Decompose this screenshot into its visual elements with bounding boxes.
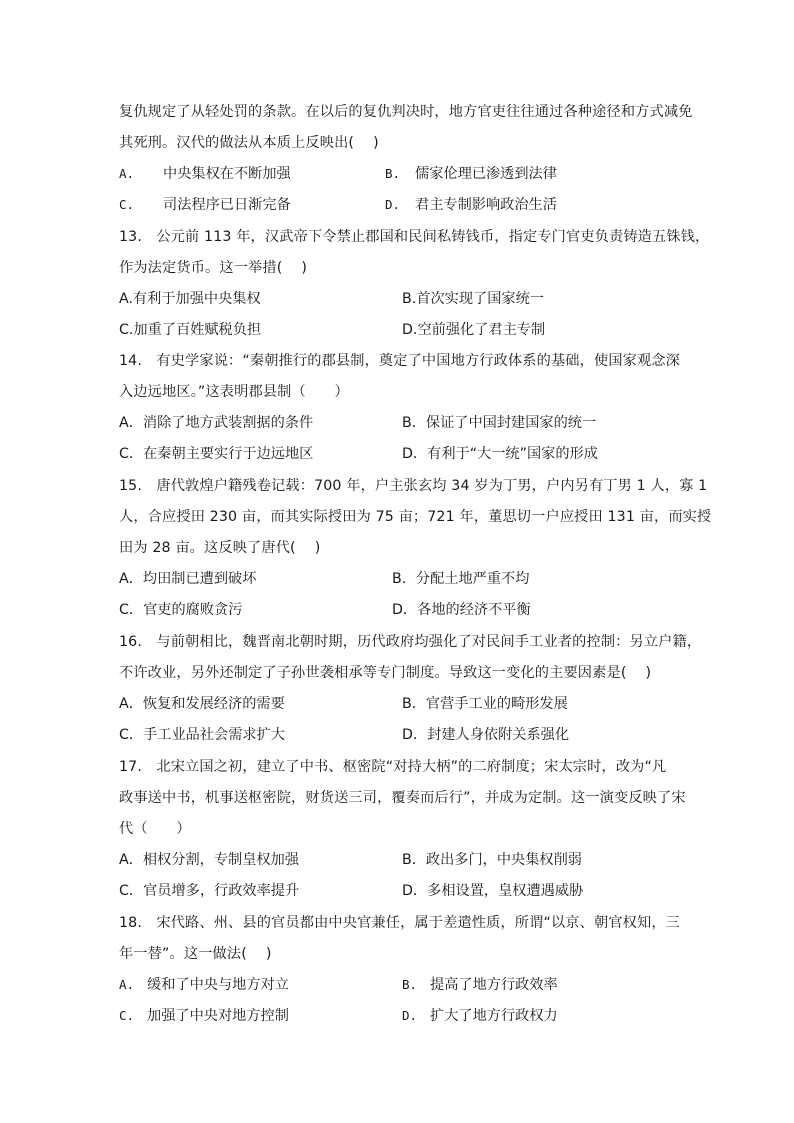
option-text: 加强了中央对地方控制 [147, 1008, 289, 1024]
option-label: A. [119, 291, 133, 307]
question-17-line-2: 政事送中书，机事送枢密院，财货送三司，覆奏而后行”，并成为定制。这一演变反映了宋 [119, 790, 686, 806]
option-label: D． [402, 446, 428, 462]
option-text: 消除了地方武装割据的条件 [142, 415, 314, 431]
option-label: D． [402, 883, 428, 899]
option-label: C． [119, 602, 144, 618]
option-text: 官员增多，行政效率提升 [143, 883, 300, 899]
question-14-line-2: 入边远地区。”这表明郡县制（ ） [119, 384, 349, 400]
option-text: 首次实现了国家统一 [416, 291, 544, 307]
option-text: 官营手工业的畸形发展 [425, 696, 568, 712]
question-17-option-c[interactable] [119, 881, 299, 901]
question-14-option-d[interactable] [402, 444, 598, 464]
question-13-option-a[interactable] [119, 289, 261, 309]
option-text: 中央集权在不断加强 [163, 166, 291, 182]
intro-option-d[interactable] [385, 195, 557, 215]
question-14-option-c[interactable] [119, 444, 313, 464]
option-text: 君主专制影响政治生活 [415, 197, 557, 213]
option-text: 在秦朝主要实行于边远地区 [143, 446, 314, 462]
option-label: D． [392, 602, 418, 618]
question-17-line-3: 代（ ） [119, 821, 191, 837]
option-text: 空前强化了君主专制 [417, 322, 546, 338]
question-13-option-d[interactable] [402, 320, 545, 340]
option-text: 有利于“大一统”国家的形成 [427, 446, 598, 462]
question-15-line-3: 田为 28 亩。这反映了唐代( ) [119, 540, 321, 556]
question-16-option-b[interactable] [402, 694, 568, 714]
option-label: A． [119, 571, 143, 587]
intro-option-a[interactable] [119, 164, 291, 184]
option-label: C. [119, 1008, 135, 1023]
option-label: B． [402, 696, 426, 712]
option-label: D. [385, 197, 401, 212]
question-17-line-1: 17. 北宋立国之初，建立了中书、枢密院“对持大柄”的二府制度；宋太宗时，改为“凡 [119, 759, 667, 775]
option-label: A． [119, 852, 143, 868]
option-label: D. [402, 322, 418, 338]
question-16-option-a[interactable] [119, 694, 285, 714]
question-16-line-1: 16. 与前朝相比，魏晋南北朝时期，历代政府均强化了对民间手工业者的控制：另立户籍， [119, 634, 702, 650]
question-18-line-1: 18. 宋代路、州、县的官员都由中央官兼任，属于差遣性质，所谓“以京、朝官权知，三 [119, 915, 681, 931]
intro-line-2: 其死刑。汉代的做法从本质上反映出( ) [119, 135, 379, 151]
option-label: B. [385, 166, 401, 181]
option-text: 有利于加强中央集权 [132, 291, 261, 307]
option-label: B. [402, 291, 417, 307]
intro-option-b[interactable] [385, 164, 557, 184]
option-label: C． [119, 727, 144, 743]
question-16-option-d[interactable] [402, 725, 569, 745]
option-label: D. [402, 1008, 418, 1023]
option-text: 分配土地严重不均 [415, 571, 530, 587]
intro-line-1: 复仇规定了从轻处罚的条款。在以后的复仇判决时，地方官吏往往通过各种途径和方式减免 [119, 104, 693, 120]
option-label: C． [119, 446, 144, 462]
option-text: 各地的经济不平衡 [417, 602, 531, 618]
question-15-option-c[interactable] [119, 600, 242, 620]
question-18-option-d[interactable] [402, 1006, 558, 1026]
option-label: B. [402, 977, 418, 992]
option-text: 恢复和发展经济的需要 [142, 696, 285, 712]
question-15-option-b[interactable] [392, 569, 529, 589]
question-13-line-2: 作为法定货币。这一举措( ) [119, 260, 308, 276]
question-17-option-b[interactable] [402, 850, 582, 870]
question-17-option-d[interactable] [402, 881, 583, 901]
option-text: 手工业品社会需求扩大 [143, 727, 285, 743]
option-text: 司法程序已日渐完备 [163, 197, 291, 213]
option-text: 相权分割，专制皇权加强 [142, 852, 299, 868]
question-13-option-b[interactable] [402, 289, 544, 309]
question-16-line-2: 不许改业，另外还制定了子孙世袭相承等专门制度。导致这一变化的主要因素是( ) [119, 665, 652, 681]
question-18-option-a[interactable] [119, 975, 289, 995]
option-text: 均田制已遭到破坏 [142, 571, 257, 587]
option-text: 政出多门，中央集权削弱 [425, 852, 582, 868]
question-15-option-d[interactable] [392, 600, 531, 620]
option-label: B． [392, 571, 416, 587]
option-label: C. [119, 197, 135, 212]
option-label: D． [402, 727, 428, 743]
option-label: C． [119, 883, 144, 899]
option-label: C. [119, 322, 134, 338]
question-13-option-c[interactable] [119, 320, 261, 340]
option-label: B． [402, 415, 426, 431]
question-15-line-2: 人，合应授田 230 亩，而其实际授田为 75 亩；721 年，董思切一户应授田 131 亩，而实授 [119, 509, 712, 525]
intro-option-c[interactable] [119, 195, 291, 215]
question-13-line-1: 13. 公元前 113 年，汉武帝下令禁止郡国和民间私铸钱币，指定专门官吏负责铸造五铢钱， [119, 229, 710, 245]
question-18-option-c[interactable] [119, 1006, 289, 1026]
option-text: 多相设置，皇权遭遇威胁 [427, 883, 584, 899]
option-label: A． [119, 415, 143, 431]
option-label: B． [402, 852, 426, 868]
question-17-option-a[interactable] [119, 850, 299, 870]
question-14-line-1: 14. 有史学家说：“秦朝推行的郡县制，奠定了中国地方行政体系的基础，使国家观念深 [119, 353, 681, 369]
question-18-option-b[interactable] [402, 975, 558, 995]
option-text: 官吏的腐败贪污 [143, 602, 243, 618]
option-text: 加重了百姓赋税负担 [133, 322, 262, 338]
question-14-option-a[interactable] [119, 413, 313, 433]
option-label: A. [119, 977, 135, 992]
question-15-line-1: 15. 唐代敦煌户籍残卷记载：700 年，户主张玄均 34 岁为丁男，户内另有丁男 1 人，寡 1 [119, 478, 708, 494]
option-label: A． [119, 696, 143, 712]
option-text: 扩大了地方行政权力 [430, 1008, 558, 1024]
question-18-line-2: 年一替”。这一做法( ) [119, 946, 272, 962]
option-text: 儒家伦理已渗透到法律 [415, 166, 557, 182]
option-text: 缓和了中央与地方对立 [147, 977, 289, 993]
option-text: 保证了中国封建国家的统一 [425, 415, 597, 431]
question-14-option-b[interactable] [402, 413, 596, 433]
question-15-option-a[interactable] [119, 569, 256, 589]
option-text: 提高了地方行政效率 [430, 977, 558, 993]
option-text: 封建人身依附关系强化 [427, 727, 570, 743]
option-label: A. [119, 166, 135, 181]
question-16-option-c[interactable] [119, 725, 285, 745]
